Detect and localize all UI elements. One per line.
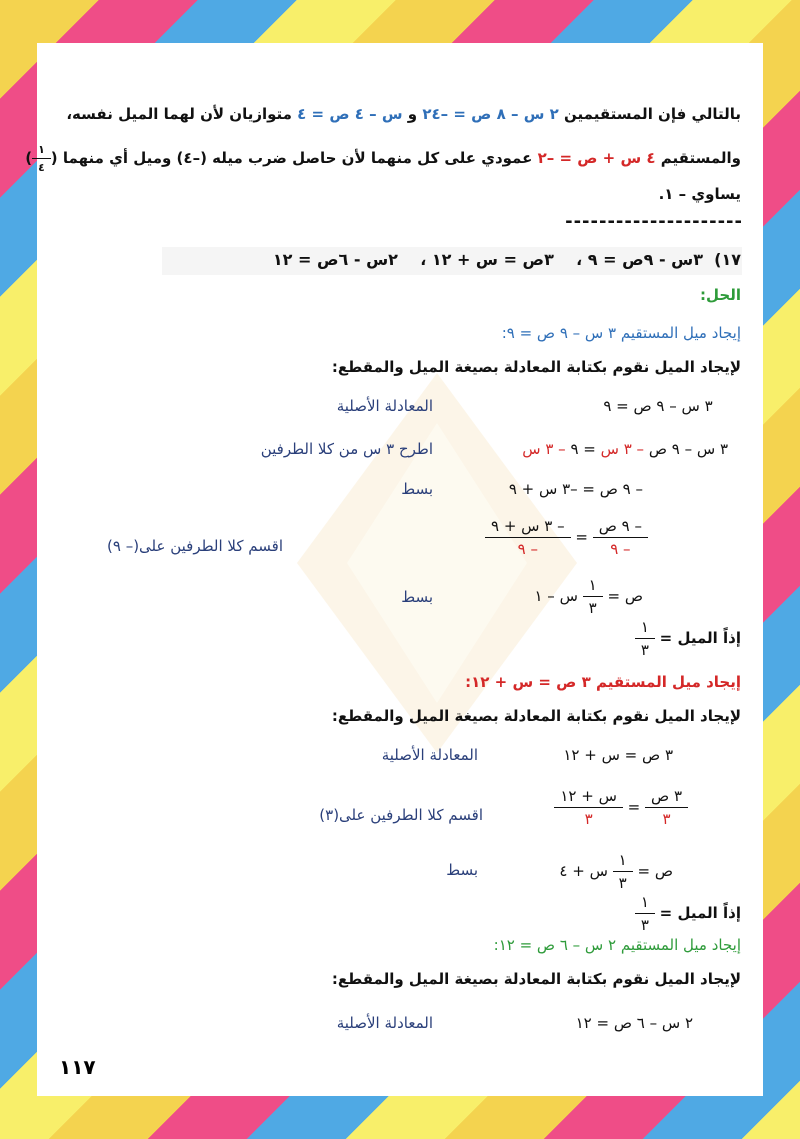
fraction: $\frac{\text{– ٣ س + ٩}}{- ٩}$ [485, 517, 571, 558]
document-page [25, 43, 763, 1096]
intro-line-1: بالتالي فإن المستقيمين ٢ س – ٨ ص = –٢٤ و س – ٤ ص = ٤ متوازيان لأن لهما الميل نفسه، [66, 105, 741, 123]
part1-step5-equation: ص = $\frac{١}{٣}$ س – ١ [534, 576, 643, 617]
part2-step2-equation: $\frac{\text{٣ ص}}{٣}$ = $\frac{\text{س + ١٢}}{٣}$ [554, 787, 688, 828]
fraction: $\frac{١}{٣}$ [635, 618, 655, 659]
part2-heading: إيجاد ميل المستقيم ٣ ص = س + ١٢: [465, 673, 741, 691]
part3-step1-equation: ٢ س – ٦ ص = ١٢ [575, 1014, 693, 1032]
part2-slope: إذاً الميل = $\frac{١}{٣}$ [635, 893, 741, 934]
solution-label: الحل: [700, 286, 741, 304]
book-watermark-icon [287, 363, 587, 763]
fraction: $\frac{\text{– ٩ ص}}{- ٩}$ [593, 517, 648, 558]
part1-step3-note: بسط [401, 480, 433, 498]
fraction: $\frac{١}{٣}$ [613, 851, 633, 892]
part1-step4-note: اقسم كلا الطرفين على(– ٩) [107, 537, 283, 555]
problem-line: ١٧) ٣س - ٩ص = ٩ ، ٣ص = س + ١٢ ، ٢س - ٦ص = ١٢ [272, 250, 741, 269]
separator-dashes: --------------------- [565, 211, 743, 232]
part1-step1-equation: ٣ س – ٩ ص = ٩ [603, 397, 713, 415]
fraction: $\frac{١}{٣}$ [583, 576, 603, 617]
part2-step1-equation: ٣ ص = س + ١٢ [563, 746, 673, 764]
fraction: $\frac{\text{٣ ص}}{٣}$ [645, 787, 688, 828]
part1-intro: لإيجاد الميل نقوم بكتابة المعادلة بصيغة الميل والمقطع: [331, 358, 741, 376]
part2-step1-note: المعادلة الأصلية [381, 746, 478, 764]
part2-intro: لإيجاد الميل نقوم بكتابة المعادلة بصيغة الميل والمقطع: [331, 707, 741, 725]
fraction: $\frac{١}{٤}$ [32, 143, 51, 174]
part2-step3-equation: ص = $\frac{١}{٣}$ س + ٤ [559, 851, 673, 892]
part1-step2-equation: ٣ س – ٩ ص – ٣ س = ٩ – ٣ س [522, 440, 728, 458]
part3-step1-note: المعادلة الأصلية [336, 1014, 433, 1032]
part2-step2-note: اقسم كلا الطرفين على(٣) [319, 806, 483, 824]
part2-step3-note: بسط [446, 861, 478, 879]
fraction: $\frac{١}{٣}$ [635, 893, 655, 934]
part1-step5-note: بسط [401, 588, 433, 606]
part1-slope: إذاً الميل = $\frac{١}{٣}$ [635, 618, 741, 659]
part1-heading: إيجاد ميل المستقيم ٣ س – ٩ ص = ٩: [501, 324, 741, 342]
intro-line-2: والمستقيم ٤ س + ص = –٢ عمودي على كل منهما لأن حاصل ضرب ميله (–٤) وميل أي منهما ( $\frac{١}{٤}$ ) [25, 143, 741, 174]
part1-step3-equation: – ٩ ص = –٣ س + ٩ [508, 480, 643, 498]
intro-line-3: يساوي – ١. [658, 185, 741, 203]
part1-step4-equation: $\frac{\text{– ٩ ص}}{- ٩}$ = $\frac{\text{– ٣ س + ٩}}{- ٩}$ [485, 517, 648, 558]
part3-intro: لإيجاد الميل نقوم بكتابة المعادلة بصيغة الميل والمقطع: [331, 970, 741, 988]
fraction: $\frac{\text{س + ١٢}}{٣}$ [554, 787, 623, 828]
part1-step2-note: اطرح ٣ س من كلا الطرفين [260, 440, 433, 458]
part1-step1-note: المعادلة الأصلية [336, 397, 433, 415]
part3-heading: إيجاد ميل المستقيم ٢ س – ٦ ص = ١٢: [493, 936, 741, 954]
page-number: ١١٧ [59, 1055, 96, 1079]
